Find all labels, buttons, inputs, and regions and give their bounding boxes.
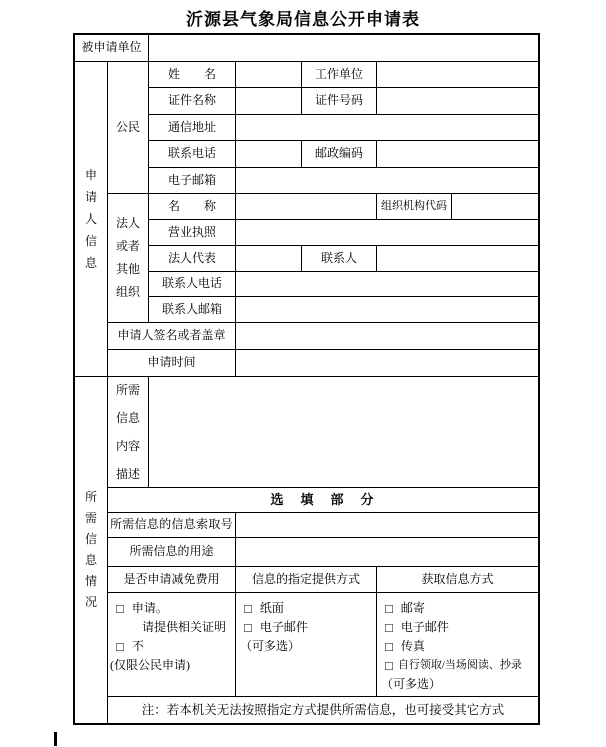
index-no-input[interactable] [236,513,538,538]
applicant-info-group-label: 申请人信息 [75,62,108,377]
applied-unit-label: 被申请单位 [75,35,149,62]
license-input[interactable] [236,220,538,246]
checkbox-icon[interactable]: □ [385,639,393,654]
purpose-label: 所需信息的用途 [108,538,236,567]
index-no-label: 所需信息的信息索取号 [108,513,236,538]
phone-input[interactable] [236,141,302,168]
checkbox-icon[interactable]: □ [116,639,124,654]
checkbox-icon[interactable]: □ [385,658,393,673]
contact-email-label: 联系人邮箱 [149,297,236,323]
name-input[interactable] [236,62,302,88]
fee-option-no-label: 不 [131,639,144,653]
signature-input[interactable] [236,323,538,350]
cert-no-input[interactable] [377,88,538,115]
obtain-multi-note: （可多选） [381,677,442,691]
cert-name-input[interactable] [236,88,302,115]
provide-option-paper[interactable] [236,599,376,618]
cert-name-label: 证件名称 [149,88,236,115]
applied-unit-input[interactable] [149,35,538,62]
email-input[interactable] [236,168,538,194]
obtain-option-fax[interactable] [377,637,538,656]
fee-waiver-header: 是否申请减免费用 [108,567,236,593]
fee-restriction-note: (仅限公民申请) [110,658,190,672]
obtain-method-header: 获取信息方式 [377,567,538,593]
cert-no-label: 证件号码 [302,88,377,115]
info-desc-input[interactable] [149,377,538,488]
legal-rep-input[interactable] [236,246,302,272]
footer-note: 注：若本机关无法按照指定方式提供所需信息，也可接受其它方式 [141,702,505,717]
checkbox-icon[interactable]: □ [385,601,393,616]
work-unit-label: 工作单位 [302,62,377,88]
name-label: 姓 名 [149,62,236,88]
contact-phone-input[interactable] [236,272,538,297]
checkbox-icon[interactable]: □ [244,601,252,616]
address-input[interactable] [236,115,538,141]
fee-apply-note: 请提供相关证明 [142,620,227,634]
apply-time-input[interactable] [236,350,538,377]
fee-option-apply-label: 申请。 [131,601,168,615]
page-title: 沂源县气象局信息公开申请表 [186,10,420,29]
citizen-group-label: 公民 [108,62,149,194]
checkbox-icon[interactable]: □ [385,620,393,635]
checkbox-icon[interactable]: □ [116,601,124,616]
email-label: 电子邮箱 [149,168,236,194]
contact-email-input[interactable] [236,297,538,323]
license-label: 营业执照 [149,220,236,246]
legal-org-group-label: 法人或者其他组织 [108,194,149,323]
work-unit-input[interactable] [377,62,538,88]
obtain-method-options [377,593,538,697]
postcode-input[interactable] [377,141,538,168]
info-desc-label: 所需信息内容描述 [108,377,149,488]
provide-method-header: 信息的指定提供方式 [236,567,377,593]
org-code-input[interactable] [452,194,538,220]
obtain-option-fax-label: 传真 [400,639,425,653]
text-cursor-mark [54,732,57,746]
contact-phone-label: 联系人电话 [149,272,236,297]
contact-label: 联系人 [302,246,377,272]
postcode-label: 邮政编码 [302,141,377,168]
obtain-option-self[interactable] [377,656,538,675]
provide-option-email[interactable] [236,618,376,637]
fee-option-apply[interactable] [108,599,235,618]
contact-input[interactable] [377,246,538,272]
fee-waiver-options [108,593,236,697]
required-info-group-label: 所需信息情况 [75,377,108,723]
obtain-option-mail-label: 邮寄 [400,601,425,615]
org-code-label: 组织机构代码 [377,194,452,220]
provide-multi-note: （可多选） [240,639,301,653]
purpose-input[interactable] [236,538,538,567]
provide-option-email-label: 电子邮件 [259,620,308,634]
address-label: 通信地址 [149,115,236,141]
signature-label: 申请人签名或者盖章 [108,323,236,350]
org-name-input[interactable] [236,194,377,220]
provide-option-paper-label: 纸面 [259,601,284,615]
fee-option-no[interactable] [108,637,235,656]
obtain-option-email[interactable] [377,618,538,637]
provide-method-options [236,593,377,697]
obtain-option-self-label: 自行领取/当场阅读、抄录 [397,659,522,671]
checkbox-icon[interactable]: □ [244,620,252,635]
apply-time-label: 申请时间 [108,350,236,377]
phone-label: 联系电话 [149,141,236,168]
obtain-option-email-label: 电子邮件 [400,620,449,634]
application-form-table [73,33,540,725]
obtain-option-mail[interactable] [377,599,538,618]
org-name-label: 名 称 [149,194,236,220]
optional-section-header: 选 填 部 分 [108,488,538,513]
legal-rep-label: 法人代表 [149,246,236,272]
